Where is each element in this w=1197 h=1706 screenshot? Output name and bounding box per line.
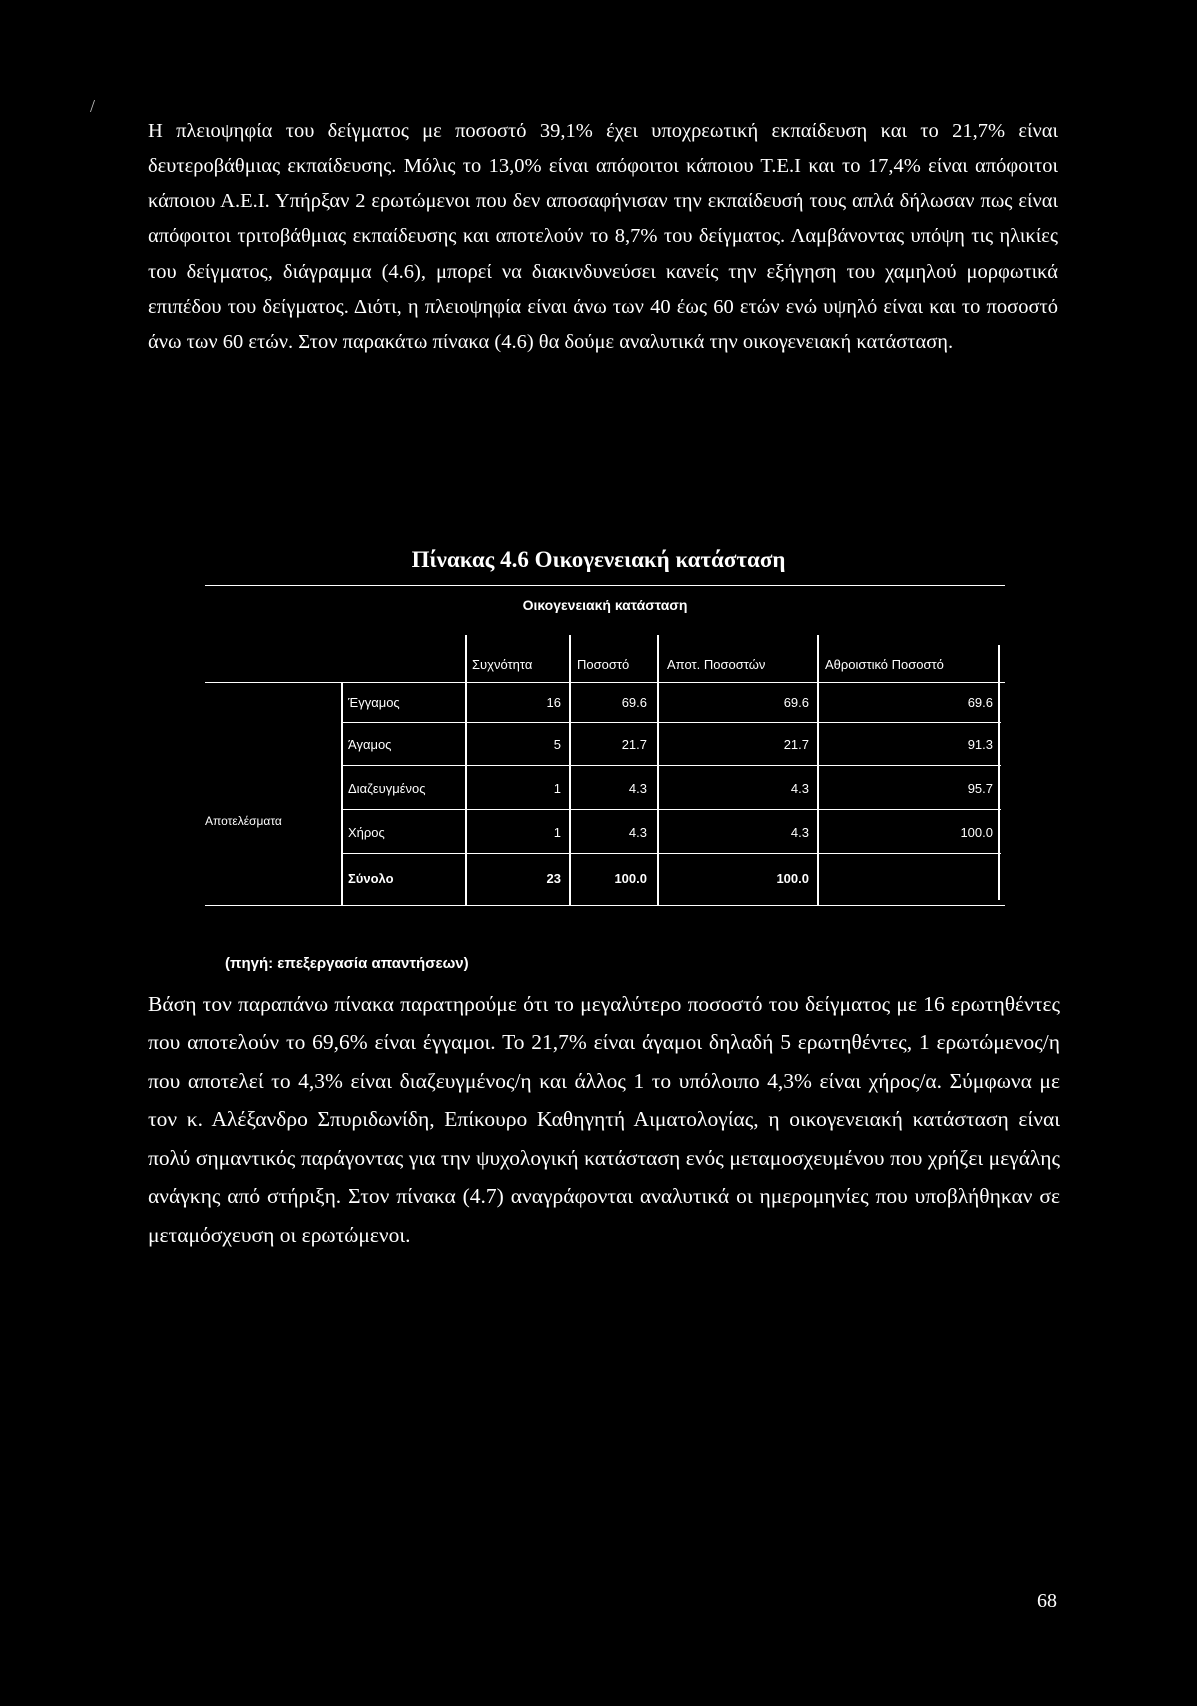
row-total-valid: 100.0 (776, 871, 809, 886)
row-label-married: Έγγαμος (348, 695, 400, 710)
row-label-divorced: Διαζευγμένος (348, 781, 426, 796)
row-single-percent: 21.7 (621, 737, 647, 752)
row-married-percent: 69.6 (621, 695, 647, 710)
header-frequency: Συχνότητα (472, 657, 533, 672)
row-single-frequency: 5 (553, 737, 561, 752)
table-caption: Πίνακας 4.6 Οικογενειακή κατάσταση (411, 547, 786, 572)
source-note: (πηγή: επεξεργασία απαντήσεων) (225, 955, 469, 972)
paragraph-2: Βάση τον παραπάνω πίνακα παρατηρούμε ότι το μεγαλύτερο ποσοστό του δείγματος με 16 ερωτηθέντες που αποτελούν το 69,6% είναι έγγαμοι. Το 21,7% είναι άγαμοι δηλαδή 5 ερωτηθέντες, 1 ερωτώμενος/η που αποτελεί το 4,3% είναι διαζευγμένος/η και άλλος 1 το υπόλοιπο 4,3% είναι χήρος/α. Σύμφωνα με τον κ. Αλέξανδρο Σπυριδωνίδη, Επίκουρο Καθηγητή Αιματολογίας, η οικογενειακή κατάσταση είναι πολύ σημαντικός παράγοντας για την ψυχολογική κατάσταση ενός μεταμοσχευμένου που χρήζει μεγάλης ανάγκης από στήριξη. Στον πίνακα (4.7) αναγράφονται αναλυτικά οι ημερομηνίες που υποβλήθηκαν σε μεταμόσχευση οι ερωτώμενοι. (148, 992, 1060, 1247)
row-single-cumulative: 91.3 (967, 737, 993, 752)
row-married-cumulative: 69.6 (967, 695, 993, 710)
page-number: 68 (1037, 1590, 1057, 1612)
row-widowed-percent: 4.3 (628, 825, 647, 840)
row-divorced-valid: 4.3 (790, 781, 809, 796)
row-widowed-frequency: 1 (553, 825, 561, 840)
row-single-valid: 21.7 (783, 737, 809, 752)
row-widowed-cumulative: 100.0 (960, 825, 993, 840)
header-cumulative-percent: Αθροιστικό Ποσοστό (825, 657, 944, 672)
row-label-single: Άγαμος (348, 737, 392, 752)
header-percent: Ποσοστό (577, 657, 630, 672)
row-divorced-cumulative: 95.7 (967, 781, 993, 796)
group-label: Αποτελέσματα (205, 814, 282, 828)
marital-status-table (205, 585, 1005, 957)
paragraph-1: Η πλειοψηφία του δείγματος με ποσοστό 39,1% έχει υποχρεωτική εκπαίδευση και το 21,7% είναι δευτεροβάθμιας εκπαίδευσης. Μόλις το 13,0% είναι απόφοιτοι κάποιου Τ.Ε.Ι και το 17,4% είναι απόφοιτοι κάποιου Α.Ε.Ι. Υπήρξαν 2 ερωτώμενοι που δεν αποσαφήνισαν την εκπαίδευσή τους απλά δήλωσαν πως είναι απόφοιτοι τριτοβάθμιας εκπαίδευσης και αποτελούν το 8,7% του δείγματος. Λαμβάνοντας υπόψη τις ηλικίες του δείγματος, διάγραμμα (4.6), μπορεί να διακινδυνεύσει κανείς την εξήγηση του χαμηλού μορφωτικά επιπέδου του δείγματος. Διότι, η πλειοψηφία είναι άνω των 40 έως 60 ετών ενώ υψηλό είναι και το ποσοστό άνω των 60 ετών. Στον παρακάτω πίνακα (4.6) θα δούμε αναλυτικά την οικογενειακή κατάσταση. (148, 120, 1058, 353)
row-married-valid: 69.6 (783, 695, 809, 710)
row-label-total: Σύνολο (348, 871, 394, 886)
row-divorced-frequency: 1 (553, 781, 561, 796)
row-total-percent: 100.0 (614, 871, 647, 886)
margin-mark: / (90, 96, 96, 116)
row-divorced-percent: 4.3 (628, 781, 647, 796)
row-widowed-valid: 4.3 (790, 825, 809, 840)
row-total-frequency: 23 (546, 871, 561, 886)
row-label-widowed: Χήρος (348, 825, 385, 840)
table-title: Οικογενειακή κατάσταση (522, 597, 688, 613)
row-married-frequency: 16 (546, 695, 561, 710)
header-valid-percent: Αποτ. Ποσοστών (667, 657, 766, 672)
